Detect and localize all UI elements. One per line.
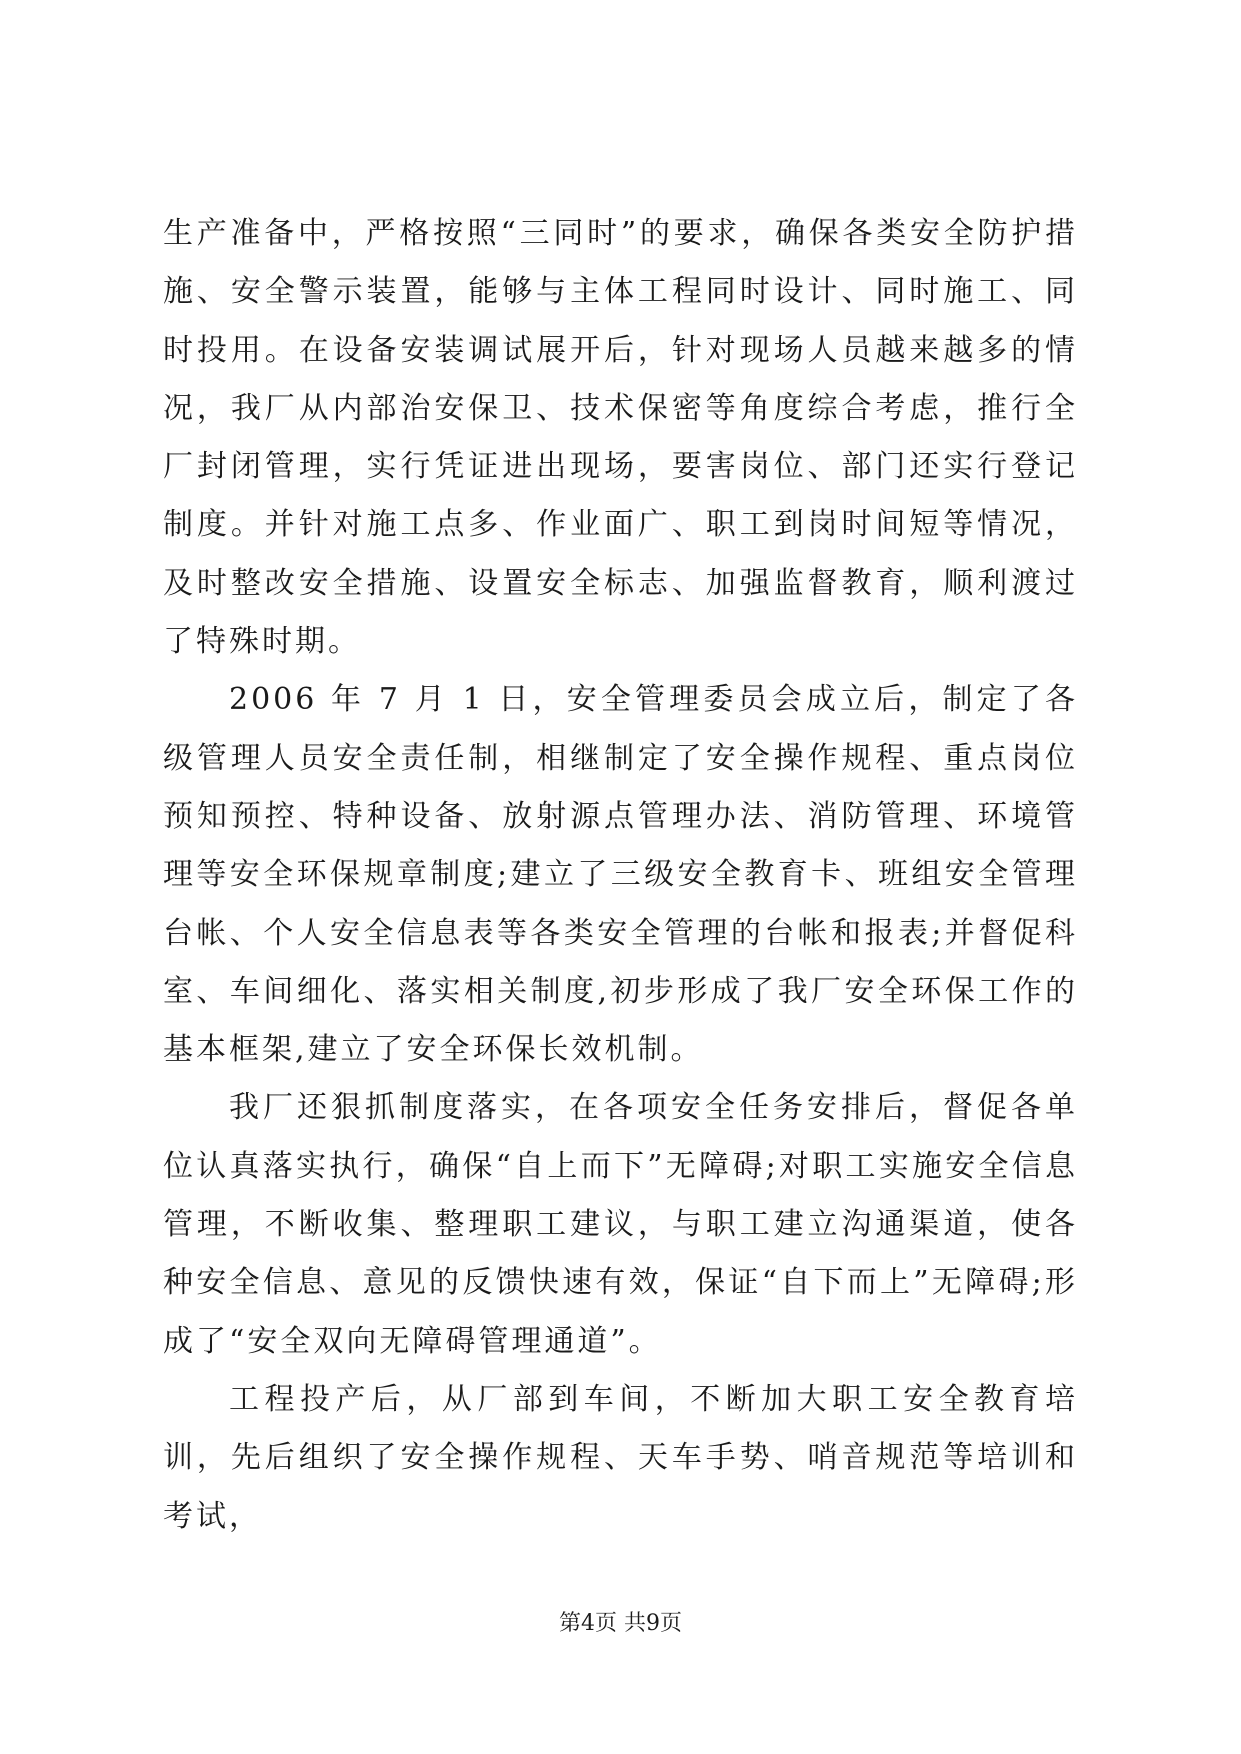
paragraph-2: 2006 年 7 月 1 日，安全管理委员会成立后，制定了各级管理人员安全责任制，相继制定了安全操作规程、重点岗位预知预控、特种设备、放射源点管理办法、消防管理、环境管理等安全环保规章制度;建立了三级安全教育卡、班组安全管理台帐、个人安全信息表等各类安全管理的台帐和报表;并督促科室、车间细化、落实相关制度,初步形成了我厂安全环保工作的基本框架,建立了安全环保长效机制。 <box>163 682 1078 1068</box>
page-footer <box>0 1611 1241 1637</box>
paragraph-1: 生产准备中，严格按照“三同时”的要求，确保各类安全防护措施、安全警示装置，能够与主体工程同时设计、同时施工、同时投用。在设备安装调试展开后，针对现场人员越来越多的情况，我厂从内部治安保卫、技术保密等角度综合考虑，推行全厂封闭管理，实行凭证进出现场，要害岗位、部门还实行登记制度。并针对施工点多、作业面广、职工到岗时间短等情况，及时整改安全措施、设置安全标志、加强监督教育，顺利渡过了特殊时期。 <box>163 216 1078 660</box>
page-number-label: 第4页 共9页 <box>559 1611 682 1636</box>
paragraph-4: 工程投产后，从厂部到车间，不断加大职工安全教育培训，先后组织了安全操作规程、天车手势、哨音规范等培训和考试， <box>163 1381 1078 1534</box>
paragraph-3: 我厂还狠抓制度落实，在各项安全任务安排后，督促各单位认真落实执行，确保“自上而下”无障碍;对职工实施安全信息管理，不断收集、整理职工建议，与职工建立沟通渠道，使各种安全信息、意见的反馈快速有效，保证“自下而上”无障碍;形成了“安全双向无障碍管理通道”。 <box>163 1090 1078 1359</box>
document-body <box>163 205 1078 1546</box>
